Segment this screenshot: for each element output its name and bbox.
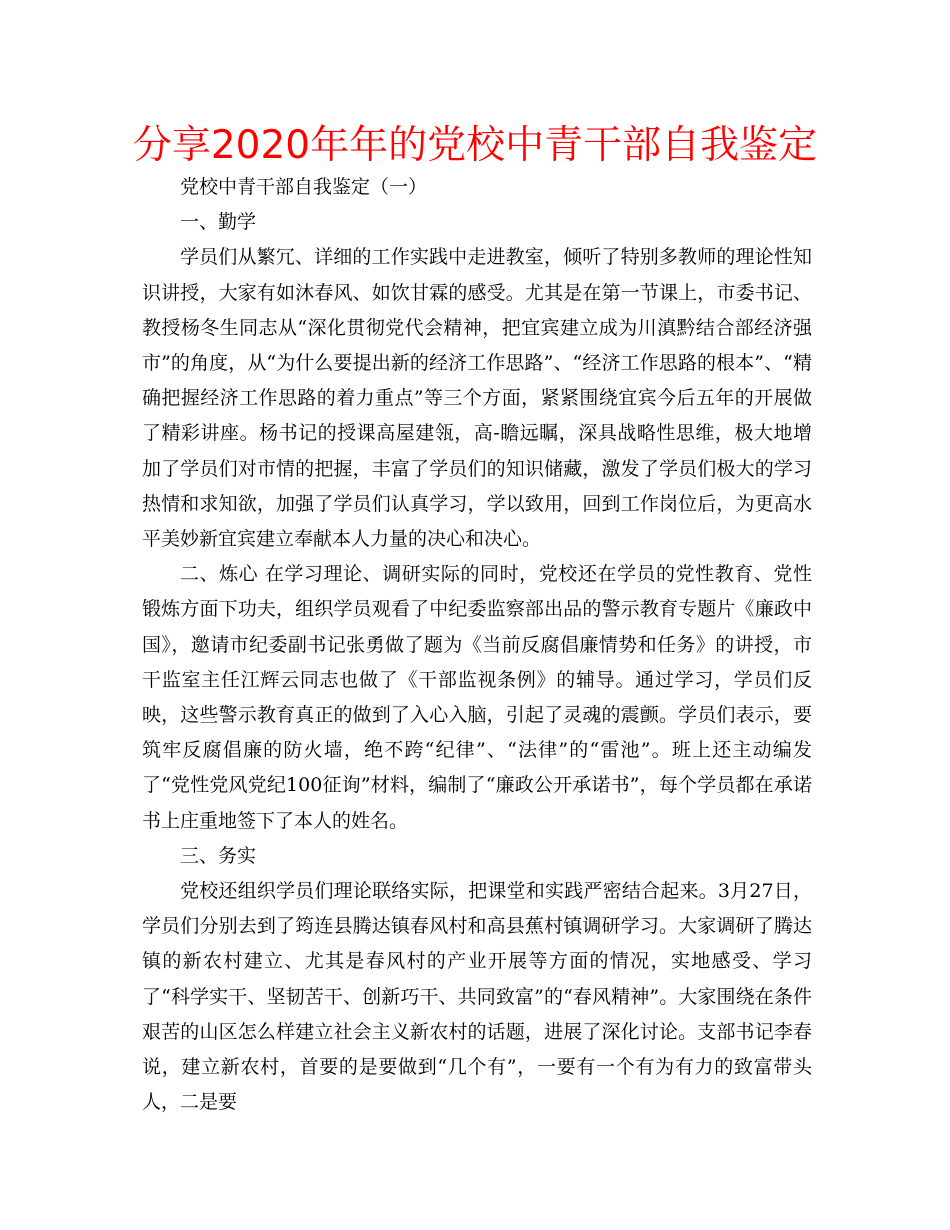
section-paragraph-3: 党校还组织学员们理论联络实际，把课堂和实践严密结合起来。3月27日，学员们分别去到了筠连县腾达镇春风村和高县蕉村镇调研学习。大家调研了腾达镇的新农村建立、尤其是春风村的产业开展等方面的情况，实地感受、学习了“科学实干、坚韧苦干、创新巧干、共同致富”的“春风精神”。大家围绕在条件艰苦的山区怎么样建立社会主义新农村的话题，进展了深化讨论。支部书记李春说，建立新农村，首要的是要做到“几个有”，一要有一个有为有力的致富带头人，二是要 [142,880,812,1114]
section-heading-1: 一、勤学 [180,211,257,234]
document-title: 分享2020年年的党校中青干部自我鉴定 [132,123,818,168]
section-paragraph-2: 在学习理论、调研实际的同时，党校还在学员的党性教育、党性锻炼方面下功夫，组织学员观看了中纪委监察部出品的警示教育专题片《廉政中国》，邀请市纪委副书记张勇做了题为《当前反腐倡廉情势和任务》的讲授，市干监室主任江辉云同志也做了《干部监视条例》的辅导。通过学习，学员们反映，这些警示教育真正的做到了入心入脑，引起了灵魂的震颤。学员们表示，要筑牢反腐倡廉的防火墙，绝不跨“纪律”、“法律”的“雷池”。班上还主动编发了“党性党风党纪100征询”材料，编制了“廉政公开承诺书”，每个学员都在承诺书上庄重地签下了本人的姓名。 [142,563,812,832]
document-subtitle: 党校中青干部自我鉴定（一） [180,176,428,198]
section-paragraph-1: 学员们从繁冗、详细的工作实践中走进教室，倾听了特别多教师的理论性知识讲授，大家有如沐春风、如饮甘霖的感受。尤其是在第一节课上，市委书记、教授杨冬生同志从“深化贯彻党代会精神，把宜宾建立成为川滇黔结合部经济强市”的角度，从“为什么要提出新的经济工作思路”、“经济工作思路的根本”、“精确把握经济工作思路的着力重点”等三个方面，紧紧围绕宜宾今后五年的开展做了精彩讲座。杨书记的授课高屋建瓴，高-瞻远瞩，深具战略性思维，极大地增加了学员们对市情的把握，丰富了学员们的知识储藏，激发了学员们极大的学习热情和求知欲，加强了学员们认真学习，学以致用，回到工作岗位后，为更高水平美妙新宜宾建立奉献本人力量的决心和决心。 [142,246,812,551]
document-body [142,170,812,1120]
section-heading-2: 二、炼心 [180,563,259,586]
section-heading-3: 三、务实 [180,844,257,867]
section-2 [142,557,812,839]
